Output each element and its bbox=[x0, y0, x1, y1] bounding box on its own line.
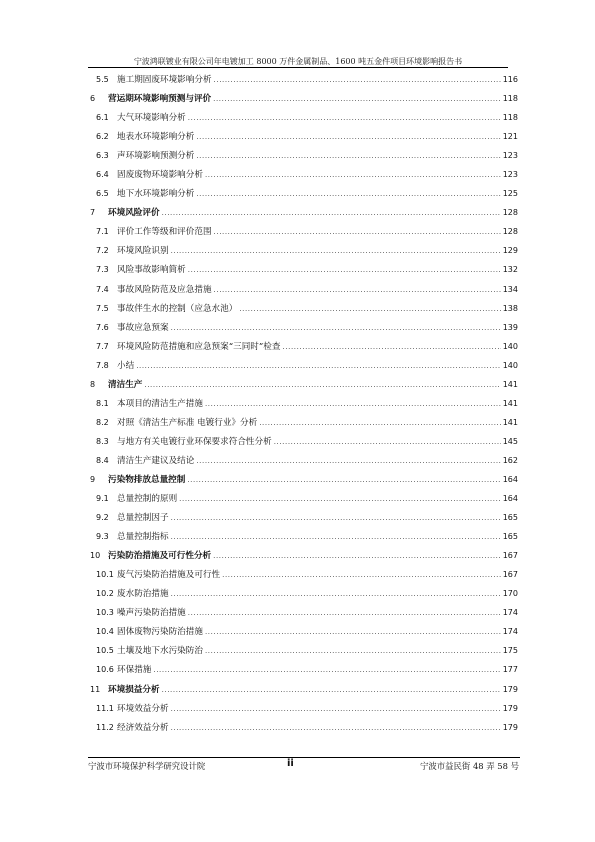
toc-entry-title: 废水防治措施 bbox=[117, 589, 169, 600]
toc-entry-number: 7.7 bbox=[96, 341, 109, 351]
toc-entry-title: 经济效益分析 bbox=[117, 722, 169, 733]
toc-section-entry[interactable] bbox=[90, 146, 518, 165]
toc-section-entry[interactable] bbox=[90, 622, 518, 641]
toc-entry-number: 5.5 bbox=[96, 75, 109, 84]
toc-section-entry[interactable] bbox=[90, 489, 518, 508]
toc-entry-number: 6.3 bbox=[96, 151, 109, 161]
toc-entry-page: 179 bbox=[502, 722, 518, 732]
toc-entry-number: 8.3 bbox=[96, 436, 109, 446]
toc-section-entry[interactable] bbox=[90, 565, 518, 584]
toc-entry-title: 噪声污染防治措施 bbox=[117, 608, 186, 619]
toc-entry-number: 7.6 bbox=[96, 322, 109, 332]
toc-entry-page: 128 bbox=[502, 227, 518, 237]
toc-entry-title: 评价工作等级和评价范围 bbox=[117, 227, 212, 238]
toc-entry-page: 174 bbox=[502, 627, 518, 637]
toc-section-entry[interactable] bbox=[90, 241, 518, 260]
toc-entry-title: 环境效益分析 bbox=[117, 703, 169, 714]
toc-entry-page: 140 bbox=[502, 360, 518, 370]
toc-entry-page: 116 bbox=[502, 75, 518, 84]
toc-entry-page: 118 bbox=[502, 113, 518, 123]
toc-entry-number: 11 bbox=[90, 684, 101, 694]
toc-chapter-entry[interactable] bbox=[90, 546, 518, 565]
toc-entry-page: 123 bbox=[502, 151, 518, 161]
toc-entry-page: 139 bbox=[502, 322, 518, 332]
toc-dot-leader bbox=[214, 71, 501, 90]
toc-entry-page: 167 bbox=[502, 570, 518, 580]
toc-entry-page: 174 bbox=[502, 608, 518, 618]
toc-section-entry[interactable] bbox=[90, 394, 518, 413]
toc-dot-leader bbox=[188, 261, 501, 280]
toc-entry-title: 总量控制的原则 bbox=[117, 494, 178, 505]
toc-section-entry[interactable] bbox=[90, 127, 518, 146]
toc-chapter-entry[interactable] bbox=[90, 375, 518, 394]
toc-dot-leader bbox=[205, 166, 501, 185]
toc-section-entry[interactable] bbox=[90, 432, 518, 451]
toc-entry-number: 10.4 bbox=[96, 627, 114, 637]
toc-entry-page: 179 bbox=[502, 703, 518, 713]
toc-section-entry[interactable] bbox=[90, 527, 518, 546]
toc-entry-title: 声环境影响预测分析 bbox=[117, 151, 195, 162]
toc-entry-number: 8.1 bbox=[96, 398, 109, 408]
toc-entry-page: 125 bbox=[502, 189, 518, 199]
toc-entry-title: 地下水环境影响分析 bbox=[117, 189, 195, 200]
toc-entry-number: 10.5 bbox=[96, 646, 114, 656]
toc-section-entry[interactable] bbox=[90, 260, 518, 279]
toc-entry-title: 环保措施 bbox=[117, 665, 152, 676]
toc-section-entry[interactable] bbox=[90, 641, 518, 660]
toc-dot-leader bbox=[196, 452, 500, 471]
toc-entry-title: 废气污染防治措施及可行性 bbox=[117, 570, 221, 581]
toc-dot-leader bbox=[171, 509, 501, 528]
toc-section-entry[interactable] bbox=[90, 603, 518, 622]
toc-dot-leader bbox=[214, 281, 501, 300]
toc-chapter-entry[interactable] bbox=[90, 203, 518, 222]
toc-dot-leader bbox=[171, 700, 501, 719]
toc-entry-number: 8.2 bbox=[96, 417, 109, 427]
toc-entry-page: 134 bbox=[502, 284, 518, 294]
toc-entry-number: 6.2 bbox=[96, 132, 109, 142]
toc-section-entry[interactable] bbox=[90, 337, 518, 356]
toc-entry-page: 177 bbox=[502, 665, 518, 675]
toc-entry-number: 6.4 bbox=[96, 170, 109, 180]
toc-entry-number: 8.4 bbox=[96, 455, 109, 465]
toc-entry-title: 事故风险防范及应急措施 bbox=[117, 284, 212, 295]
toc-entry-title: 清洁生产 bbox=[108, 379, 143, 390]
toc-entry-title: 总量控制因子 bbox=[117, 513, 169, 524]
toc-dot-leader bbox=[222, 566, 501, 585]
toc-section-entry[interactable] bbox=[90, 584, 518, 603]
toc-dot-leader bbox=[171, 242, 501, 261]
toc-dot-leader bbox=[162, 681, 501, 700]
toc-entry-page: 141 bbox=[502, 379, 518, 389]
toc-dot-leader bbox=[171, 585, 501, 604]
toc-entry-page: 179 bbox=[502, 684, 518, 694]
toc-dot-leader bbox=[162, 204, 501, 223]
toc-entry-title: 施工期固废环境影响分析 bbox=[117, 75, 212, 85]
toc-entry-number: 7.5 bbox=[96, 303, 109, 313]
toc-entry-page: 128 bbox=[502, 208, 518, 218]
toc-entry-page: 145 bbox=[502, 436, 518, 446]
toc-entry-page: 138 bbox=[502, 303, 518, 313]
footer-institute: 宁波市环境保护科学研究设计院 bbox=[88, 761, 206, 771]
toc-entry-page: 118 bbox=[502, 94, 518, 104]
toc-entry-number: 6.5 bbox=[96, 189, 109, 199]
toc-dot-leader bbox=[214, 223, 501, 242]
toc-entry-title: 对照《清洁生产标准 电镀行业》分析 bbox=[117, 417, 258, 428]
toc-entry-number: 7.4 bbox=[96, 284, 109, 294]
toc-chapter-entry[interactable] bbox=[90, 680, 518, 699]
toc-section-entry[interactable] bbox=[90, 222, 518, 241]
toc-entry-title: 地表水环境影响分析 bbox=[117, 132, 195, 143]
toc-entry-title: 固废废物环境影响分析 bbox=[117, 170, 203, 181]
toc-entry-number: 9.2 bbox=[96, 513, 109, 523]
footer-address: 宁波市益民街 48 弄 58 号 bbox=[420, 761, 519, 771]
toc-entry-title: 清洁生产建议及结论 bbox=[117, 455, 195, 466]
toc-entry-number: 10 bbox=[90, 551, 101, 561]
toc-dot-leader bbox=[188, 604, 501, 623]
footer-page-number: ii bbox=[287, 758, 294, 769]
toc-entry-number: 6.1 bbox=[96, 113, 109, 123]
toc-entry-page: 140 bbox=[502, 341, 518, 351]
toc-entry-number: 11.1 bbox=[96, 703, 114, 713]
toc-entry-title: 与地方有关电镀行业环保要求符合性分析 bbox=[117, 436, 272, 447]
toc-entry-number: 7 bbox=[90, 208, 96, 218]
toc-entry-title: 环境风险识别 bbox=[117, 246, 169, 257]
toc-entry-title: 土壤及地下水污染防治 bbox=[117, 646, 203, 657]
footer-divider bbox=[88, 757, 520, 758]
toc-dot-leader bbox=[205, 623, 501, 642]
toc-entry-title: 固体废物污染防治措施 bbox=[117, 627, 203, 638]
toc-entry-page: 175 bbox=[502, 646, 518, 656]
toc-chapter-entry[interactable] bbox=[90, 470, 518, 489]
toc-dot-leader bbox=[205, 642, 501, 661]
toc-entry-page: 141 bbox=[502, 417, 518, 427]
toc-section-entry[interactable] bbox=[90, 70, 518, 89]
toc-entry-page: 164 bbox=[502, 494, 518, 504]
toc-dot-leader bbox=[196, 147, 500, 166]
toc-entry-page: 165 bbox=[502, 532, 518, 542]
toc-entry-number: 10.3 bbox=[96, 608, 114, 618]
toc-section-entry[interactable] bbox=[90, 299, 518, 318]
toc-dot-leader bbox=[171, 719, 501, 738]
toc-entry-title: 事故应急预案 bbox=[117, 322, 169, 333]
toc-entry-page: 165 bbox=[502, 513, 518, 523]
toc-dot-leader bbox=[274, 433, 501, 452]
toc-entry-title: 总量控制指标 bbox=[117, 532, 169, 543]
toc-section-entry[interactable] bbox=[90, 699, 518, 718]
toc-dot-leader bbox=[136, 357, 501, 376]
toc-entry-number: 6 bbox=[90, 94, 96, 104]
toc-dot-leader bbox=[171, 528, 501, 547]
toc-section-entry[interactable] bbox=[90, 718, 518, 737]
toc-entry-page: 121 bbox=[502, 132, 518, 142]
toc-entry-title: 污染物排放总量控制 bbox=[108, 474, 186, 485]
toc-entry-page: 132 bbox=[502, 265, 518, 275]
toc-entry-title: 小结 bbox=[117, 360, 135, 371]
toc-entry-title: 环境风险评价 bbox=[108, 208, 160, 219]
toc-section-entry[interactable] bbox=[90, 413, 518, 432]
toc-section-entry[interactable] bbox=[90, 356, 518, 375]
toc-dot-leader bbox=[171, 319, 501, 338]
toc-section-entry[interactable] bbox=[90, 184, 518, 203]
toc-section-entry[interactable] bbox=[90, 280, 518, 299]
toc-entry-number: 9 bbox=[90, 474, 96, 484]
toc-entry-page: 129 bbox=[502, 246, 518, 256]
toc-entry-title: 事故伴生水的控制（应急水池） bbox=[117, 303, 238, 314]
toc-entry-page: 141 bbox=[502, 398, 518, 408]
running-header: 宁波鸿联镀业有限公司年电镀加工 8000 万件金属制品、1600 吨五金件项目环境影响报告书 bbox=[133, 57, 463, 66]
table-of-contents bbox=[90, 70, 518, 737]
toc-entry-title: 大气环境影响分析 bbox=[117, 113, 186, 124]
toc-dot-leader bbox=[282, 338, 500, 357]
toc-entry-number: 10.6 bbox=[96, 665, 114, 675]
toc-dot-leader bbox=[213, 547, 501, 566]
toc-dot-leader bbox=[205, 395, 501, 414]
toc-dot-leader bbox=[196, 185, 500, 204]
toc-entry-number: 10.1 bbox=[96, 570, 114, 580]
toc-dot-leader bbox=[196, 128, 500, 147]
toc-dot-leader bbox=[153, 661, 500, 680]
header-divider bbox=[88, 67, 508, 68]
toc-dot-leader bbox=[239, 300, 500, 319]
toc-entry-number: 9.1 bbox=[96, 494, 109, 504]
toc-entry-page: 123 bbox=[502, 170, 518, 180]
toc-entry-number: 7.8 bbox=[96, 360, 109, 370]
toc-dot-leader bbox=[259, 414, 500, 433]
toc-entry-number: 7.2 bbox=[96, 246, 109, 256]
toc-dot-leader bbox=[213, 90, 501, 109]
toc-section-entry[interactable] bbox=[90, 318, 518, 337]
toc-entry-number: 7.3 bbox=[96, 265, 109, 275]
toc-entry-title: 环境损益分析 bbox=[108, 684, 160, 695]
toc-entry-number: 10.2 bbox=[96, 589, 114, 599]
toc-chapter-entry[interactable] bbox=[90, 89, 518, 108]
toc-entry-page: 162 bbox=[502, 455, 518, 465]
toc-entry-title: 风险事故影响简析 bbox=[117, 265, 186, 276]
toc-entry-title: 污染防治措施及可行性分析 bbox=[108, 551, 212, 562]
toc-entry-number: 9.3 bbox=[96, 532, 109, 542]
toc-section-entry[interactable] bbox=[90, 165, 518, 184]
toc-dot-leader bbox=[179, 490, 501, 509]
toc-entry-page: 167 bbox=[502, 551, 518, 561]
toc-entry-title: 本项目的清洁生产措施 bbox=[117, 398, 203, 409]
toc-entry-number: 11.2 bbox=[96, 722, 114, 732]
toc-entry-number: 8 bbox=[90, 379, 96, 389]
toc-entry-page: 164 bbox=[502, 474, 518, 484]
toc-section-entry[interactable] bbox=[90, 108, 518, 127]
toc-dot-leader bbox=[187, 471, 500, 490]
toc-dot-leader bbox=[144, 376, 500, 395]
toc-entry-title: 环境风险防范措施和应急预案“三同时”检查 bbox=[117, 341, 281, 352]
toc-entry-number: 7.1 bbox=[96, 227, 109, 237]
toc-section-entry[interactable] bbox=[90, 660, 518, 679]
toc-dot-leader bbox=[188, 109, 501, 128]
toc-entry-page: 170 bbox=[502, 589, 518, 599]
toc-section-entry[interactable] bbox=[90, 508, 518, 527]
toc-section-entry[interactable] bbox=[90, 451, 518, 470]
toc-entry-title: 营运期环境影响预测与评价 bbox=[108, 94, 212, 105]
